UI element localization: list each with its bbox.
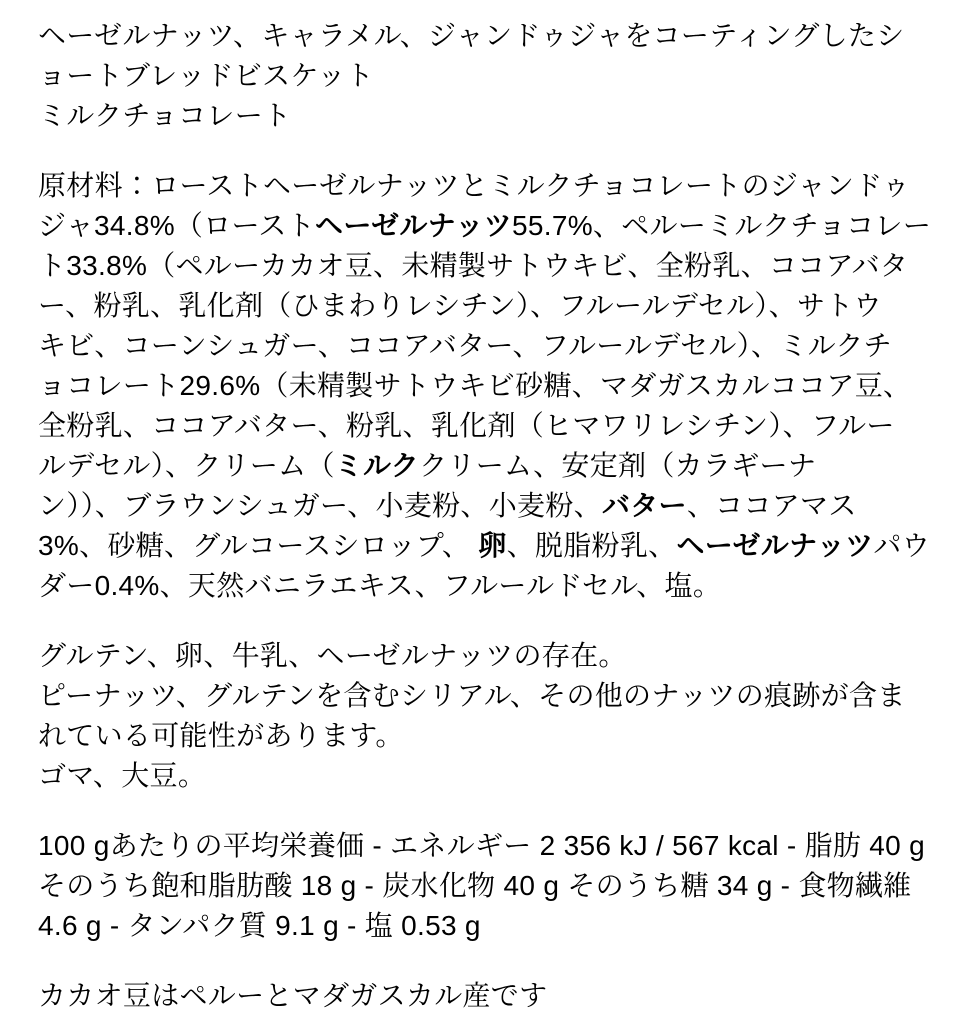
highlighted-allergen-text: ヘーゼルナッツ <box>676 530 874 561</box>
text-segment: 、ココアマス <box>686 490 857 521</box>
cocoa-origin <box>38 976 946 1016</box>
nutrition-facts <box>38 826 946 946</box>
text-segment: ルデセル）、クリーム（ <box>38 450 335 481</box>
ingredients-line <box>38 566 946 606</box>
text-segment: 全粉乳、ココアバター、粉乳、乳化剤（ヒマワリレシチン）、フルー <box>38 410 895 441</box>
text-segment: 100 gあたりの平均栄養価 - エネルギー 2 356 kJ / 567 kcal - 脂肪 40 g <box>38 830 925 861</box>
ingredients-line <box>38 246 946 286</box>
nutrition-facts-line <box>38 906 946 946</box>
allergens-line <box>38 716 946 756</box>
text-segment: 、脱脂粉乳、 <box>506 530 677 561</box>
text-segment: れている可能性があります。 <box>38 720 404 751</box>
highlighted-allergen-text: 卵 <box>478 530 507 561</box>
text-segment: グルテン、卵、牛乳、ヘーゼルナッツの存在。 <box>38 640 627 671</box>
highlighted-allergen-text: ヘーゼルナッツ <box>315 210 513 241</box>
ingredients <box>38 166 946 606</box>
text-segment: キビ、コーンシュガー、ココアバター、フルールデセル）、ミルクチ <box>38 330 892 361</box>
product-description-line <box>38 16 946 56</box>
text-segment: ヘーゼルナッツ、キャラメル、ジャンドゥジャをコーティングしたシ <box>38 20 905 51</box>
product-description-line <box>38 56 946 96</box>
text-segment: ト33.8%（ペルーカカオ豆、未精製サトウキビ、全粉乳、ココアバタ <box>38 250 909 281</box>
ingredients-line <box>38 166 946 206</box>
highlighted-allergen-text: バター <box>601 490 687 521</box>
text-segment: 55.7%、ペルーミルクチョコレー <box>512 210 932 241</box>
allergens-line <box>38 756 946 796</box>
allergens <box>38 636 946 796</box>
text-segment: ピーナッツ、グルテンを含むシリアル、その他のナッツの痕跡が含ま <box>38 680 906 711</box>
ingredients-line <box>38 366 946 406</box>
text-segment: ダー0.4%、天然バニラエキス、フルールドセル、塩。 <box>38 570 722 601</box>
text-segment: 3%、砂糖、グルコースシロップ、 <box>38 530 479 561</box>
ingredients-line <box>38 206 946 246</box>
nutrition-facts-line <box>38 826 946 866</box>
ingredients-line <box>38 446 946 486</box>
text-segment: クリーム、安定剤（カラギーナ <box>419 450 817 481</box>
text-segment: ジャ34.8%（ロースト <box>38 210 316 241</box>
text-segment: パウ <box>873 530 931 561</box>
text-segment: そのうち飽和脂肪酸 18 g - 炭水化物 40 g そのうち糖 34 g - 食物繊維 <box>38 870 912 901</box>
ingredients-line <box>38 406 946 446</box>
allergens-line <box>38 676 946 716</box>
ingredients-line <box>38 326 946 366</box>
text-segment: ョートブレッドビスケット <box>38 60 374 91</box>
text-segment: ン））、ブラウンシュガー、小麦粉、小麦粉、 <box>38 490 602 521</box>
text-segment: ー、粉乳、乳化剤（ひまわりレシチン）、フルールデセル）、サトウ <box>38 290 882 321</box>
nutrition-facts-line <box>38 866 946 906</box>
text-segment: 原材料：ローストヘーゼルナッツとミルクチョコレートのジャンドゥ <box>38 170 911 201</box>
text-segment: ゴマ、大豆。 <box>38 760 207 791</box>
product-description <box>38 16 946 136</box>
highlighted-allergen-text: ミルク <box>334 450 420 481</box>
ingredients-line <box>38 486 946 526</box>
ingredients-line <box>38 286 946 326</box>
cocoa-origin-line <box>38 976 946 1016</box>
text-segment: カカオ豆はペルーとマダガスカル産です <box>38 980 548 1011</box>
allergens-line <box>38 636 946 676</box>
text-segment: ョコレート29.6%（未精製サトウキビ砂糖、マダガスカルココア豆、 <box>38 370 912 401</box>
text-segment: 4.6 g - タンパク質 9.1 g - 塩 0.53 g <box>38 910 481 941</box>
product-description-line <box>38 96 946 136</box>
ingredients-line <box>38 526 946 566</box>
text-segment: ミルクチョコレート <box>38 100 292 131</box>
